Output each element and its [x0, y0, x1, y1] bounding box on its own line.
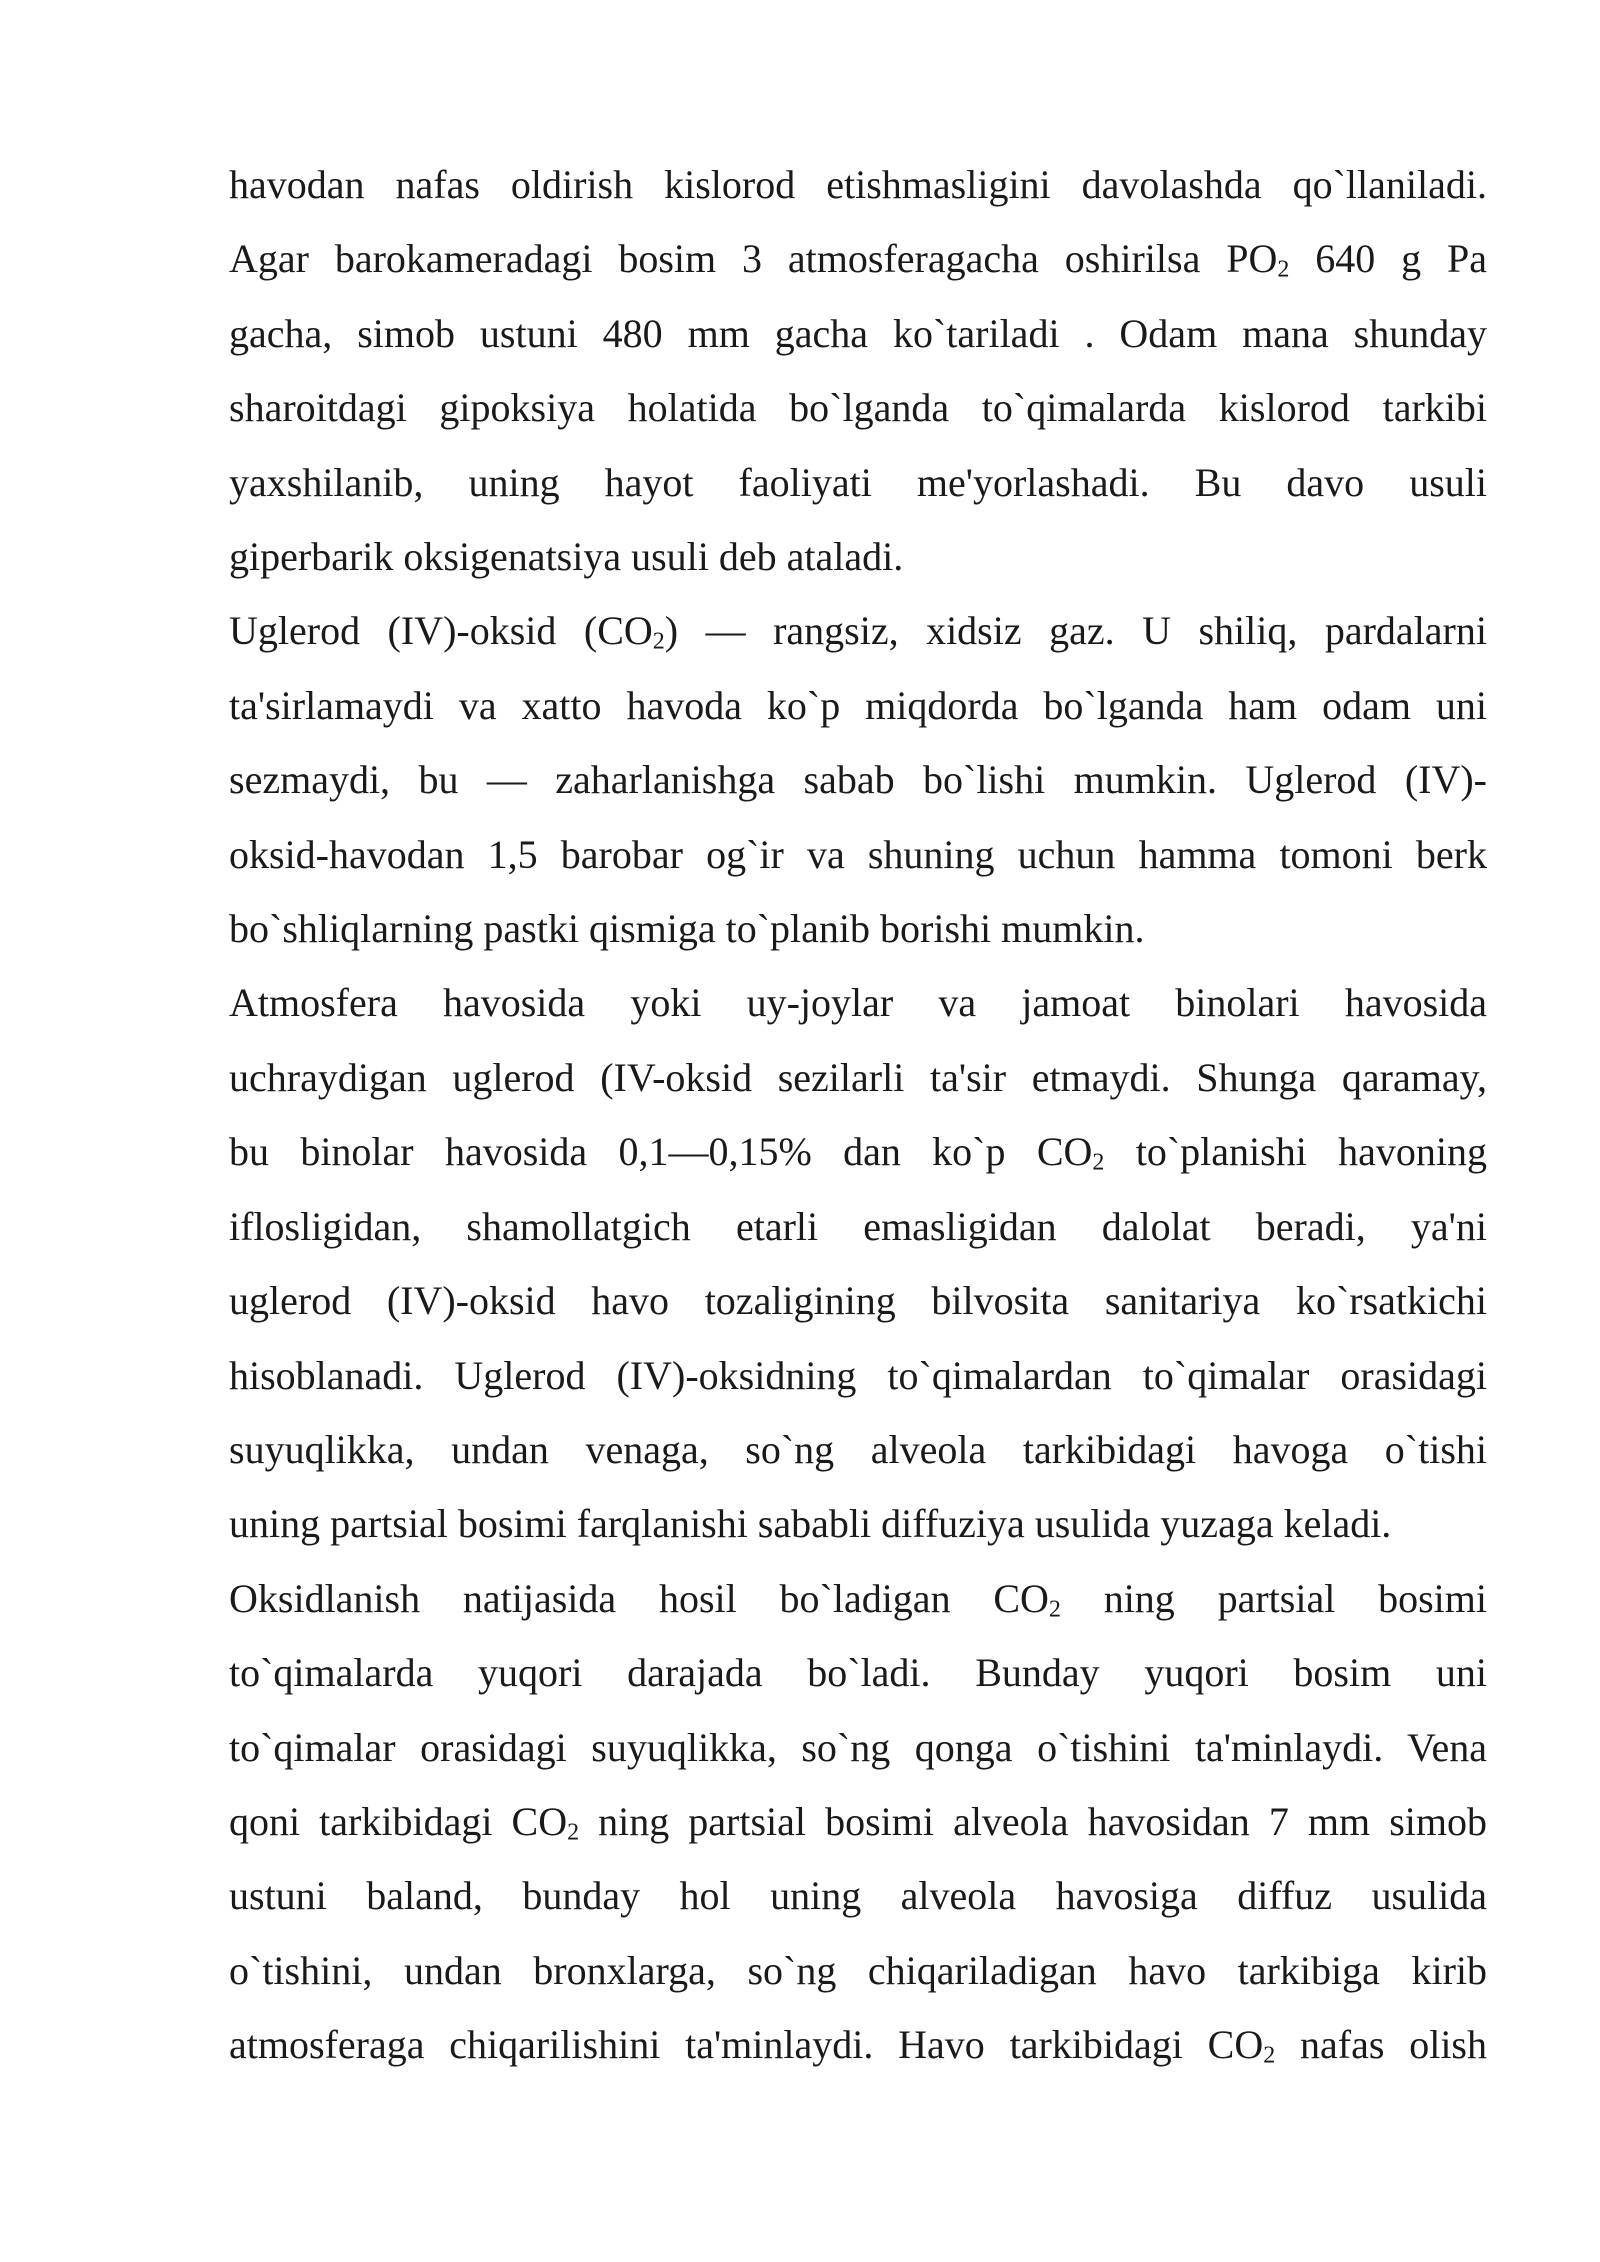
text-run: uchraydigan uglerod (IV-oksid sezilarli ta'sir etmaydi. Shunga qaramay, [229, 1054, 1487, 1100]
text-run: bo`shliqlarning pastki qismiga to`planib borishi mumkin. [229, 906, 1145, 952]
text-run: bu binolar havosida 0,1—0,15% dan ko`p CO [229, 1129, 1093, 1175]
text-line [229, 1487, 1487, 1561]
text-run: sharoitdagi gipoksiya holatida bo`lganda to`qimalarda kislorod tarkibi [229, 385, 1487, 431]
text-line [229, 1041, 1487, 1115]
text-run: to`planishi havoning [1104, 1129, 1487, 1175]
text-line [229, 371, 1487, 445]
text-line [229, 818, 1487, 892]
subscript: 2 [1263, 2042, 1276, 2069]
text-line [229, 743, 1487, 817]
text-line [229, 1190, 1487, 1264]
text-run: havodan nafas oldirish kislorod etishmasligini davolashda qo`llaniladi. [229, 162, 1487, 207]
text-line [229, 297, 1487, 371]
text-run: 640 g Pa [1289, 236, 1488, 282]
paragraph [229, 148, 1487, 594]
text-run: hisoblanadi. Uglerod (IV)-oksidning to`qimalardan to`qimalar orasidagi [229, 1352, 1487, 1398]
text-run: atmosferaga chiqarilishini ta'minlaydi. Havo tarkibidagi CO [229, 2022, 1264, 2068]
text-line [229, 1711, 1487, 1785]
text-run: Oksidlanish natijasida hosil bo`ladigan CO [229, 1575, 1049, 1621]
text-run: uglerod (IV)-oksid havo tozaligining bilvosita sanitariya ko`rsatkichi [229, 1278, 1487, 1324]
text-line [229, 966, 1487, 1040]
text-run: ta'sirlamaydi va xatto havoda ko`p miqdorda bo`lganda ham odam uni [229, 682, 1487, 728]
text-run: iflosligidan, shamollatgich etarli emasligidan dalolat beradi, ya'ni [229, 1203, 1487, 1249]
text-run: Agar barokameradagi bosim 3 atmosferagacha oshirilsa PO [229, 236, 1278, 282]
text-run: ustuni baland, bunday hol uning alveola havosiga diffuz usulida [229, 1873, 1487, 1919]
text-line [229, 1636, 1487, 1710]
text-line [229, 1339, 1487, 1413]
text-run: qoni tarkibidagi CO [229, 1798, 568, 1844]
text-run: Atmosfera havosida yoki uy-joylar va jamoat binolari havosida [229, 980, 1487, 1026]
text-line [229, 222, 1487, 296]
subscript: 2 [1092, 1149, 1105, 1176]
body-text [229, 148, 1487, 2083]
paragraph [229, 966, 1487, 1561]
text-line [229, 2008, 1487, 2082]
text-run: ning partsial bosimi [1060, 1575, 1487, 1621]
text-line [229, 446, 1487, 520]
text-run: ) — rangsiz, xidsiz gaz. U shiliq, pardalarni [664, 608, 1487, 654]
text-line [229, 1115, 1487, 1189]
text-line [229, 148, 1487, 222]
text-run: to`qimalarda yuqori darajada bo`ladi. Bunday yuqori bosim uni [229, 1650, 1487, 1696]
text-line [229, 1264, 1487, 1338]
text-run: gacha, simob ustuni 480 mm gacha ko`tariladi . Odam mana shunday [229, 310, 1487, 356]
text-run: Uglerod (IV)-oksid (CO [229, 608, 653, 654]
text-run: nafas olish [1275, 2022, 1487, 2068]
text-run: to`qimalar orasidagi suyuqlikka, so`ng qonga o`tishini ta'minlaydi. Vena [229, 1724, 1487, 1770]
subscript: 2 [567, 1819, 580, 1846]
text-line [229, 892, 1487, 966]
text-line [229, 520, 1487, 594]
text-line [229, 1859, 1487, 1933]
subscript: 2 [652, 628, 665, 655]
text-run: sezmaydi, bu — zaharlanishga sabab bo`lishi mumkin. Uglerod (IV)- [229, 757, 1487, 803]
subscript: 2 [1277, 256, 1290, 283]
text-run: oksid-havodan 1,5 barobar og`ir va shuning uchun hamma tomoni berk [229, 831, 1487, 877]
subscript: 2 [1048, 1596, 1061, 1623]
text-line [229, 1413, 1487, 1487]
text-run: yaxshilanib, uning hayot faoliyati me'yorlashadi. Bu davo usuli [229, 459, 1487, 505]
paragraph [229, 1562, 1487, 2083]
text-line [229, 1785, 1487, 1859]
text-run: o`tishini, undan bronxlarga, so`ng chiqariladigan havo tarkibiga kirib [229, 1947, 1487, 1993]
text-run: suyuqlikka, undan venaga, so`ng alveola tarkibidagi havoga o`tishi [229, 1426, 1487, 1472]
text-run: giperbarik oksigenatsiya usuli deb ataladi. [229, 534, 904, 580]
paragraph [229, 594, 1487, 966]
text-run: uning partsial bosimi farqlanishi sababli diffuziya usulida yuzaga keladi. [229, 1501, 1392, 1547]
text-line [229, 1934, 1487, 2008]
text-line [229, 1562, 1487, 1636]
text-line [229, 669, 1487, 743]
text-run: ning partsial bosimi alveola havosidan 7 mm simob [579, 1798, 1487, 1844]
text-line [229, 594, 1487, 668]
